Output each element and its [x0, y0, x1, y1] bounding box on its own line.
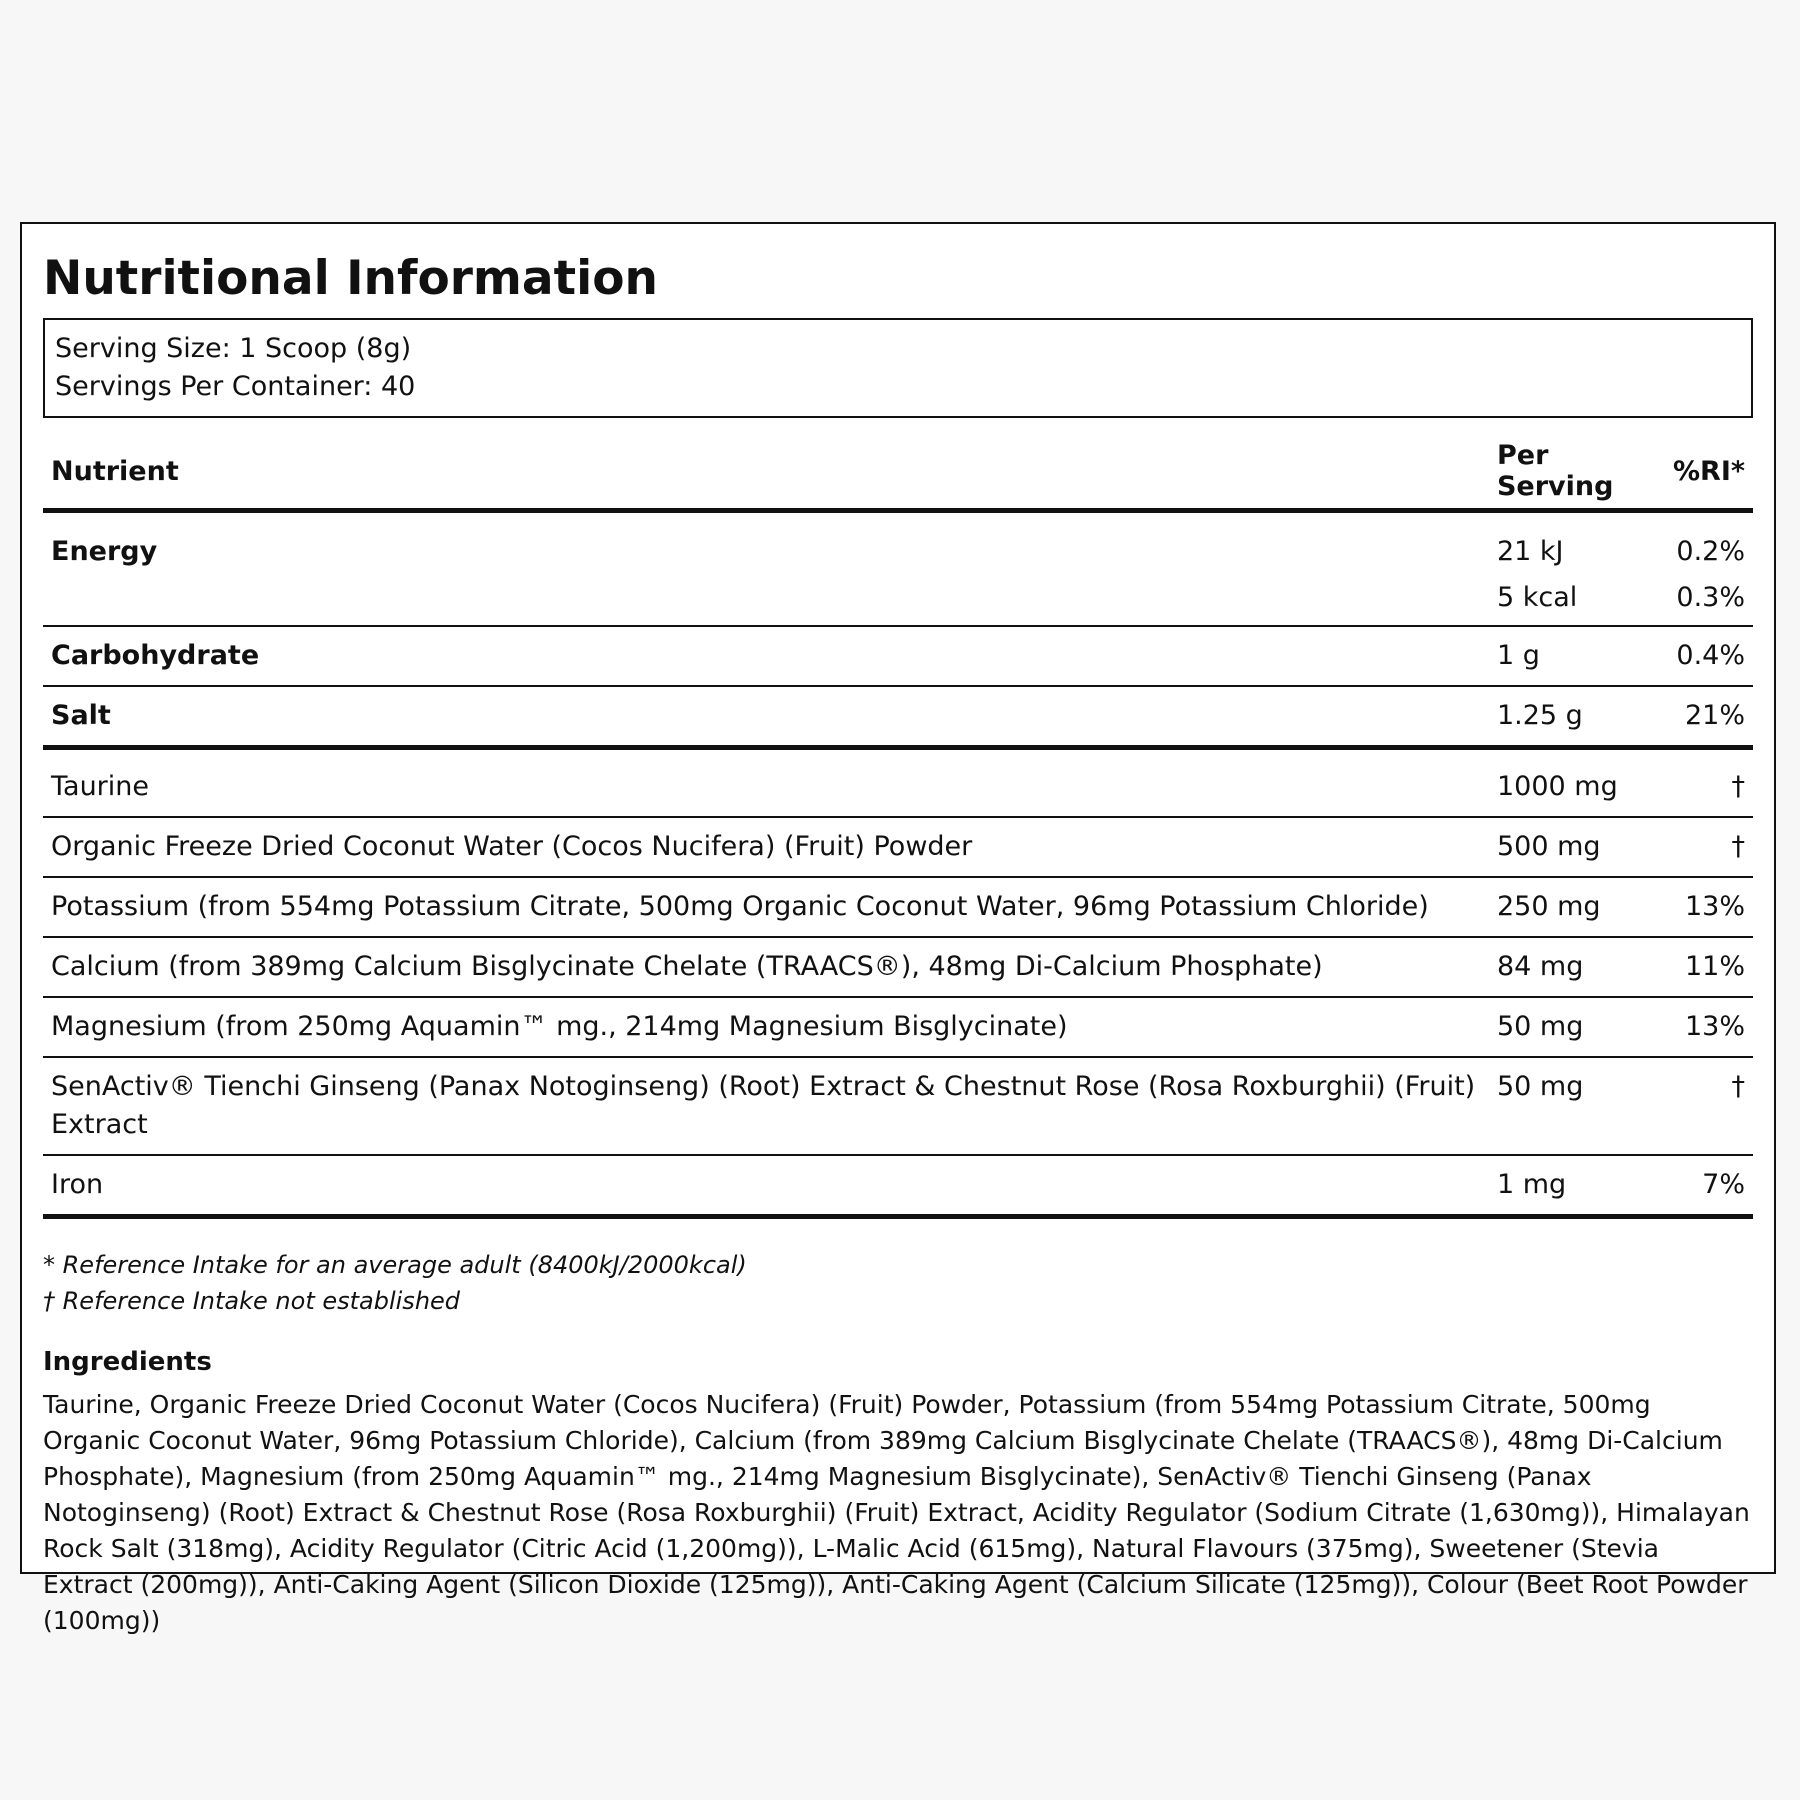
nutrient-ri: †: [1665, 748, 1753, 818]
nutrient-amount: 250 mg: [1489, 877, 1665, 937]
header-ri: %RI*: [1665, 440, 1753, 511]
footnote-reference-intake: * Reference Intake for an average adult (8400kJ/2000kcal): [43, 1251, 747, 1280]
servings-per-container: Servings Per Container: 40: [55, 371, 416, 403]
nutrient-name: Calcium (from 389mg Calcium Bisglycinate Chelate (TRAACS®), 48mg Di-Calcium Phosphate): [43, 937, 1489, 997]
nutrient-name: Potassium (from 554mg Potassium Citrate, 500mg Organic Coconut Water, 96mg Potassium Chloride): [43, 877, 1489, 937]
nutrient-amount: 21 kJ: [1496, 536, 1564, 568]
nutrient-amount: 5 kcal: [1489, 575, 1665, 626]
nutrient-amount: 1.25 g: [1489, 686, 1665, 748]
nutrient-name: Energy: [51, 536, 158, 568]
nutrient-name: Salt: [43, 686, 1489, 748]
table-row: [43, 997, 1753, 1057]
nutrient-ri: 21%: [1665, 686, 1753, 748]
table-row: [43, 817, 1753, 877]
header-nutrient: Nutrient: [43, 440, 1489, 511]
nutrition-panel: [20, 222, 1776, 1636]
nutrient-amount: 50 mg: [1489, 1057, 1665, 1155]
table-row: [43, 511, 1753, 576]
panel-title: Nutritional Information: [43, 251, 658, 306]
nutrient-name: Taurine: [43, 748, 1489, 818]
table-row: [43, 686, 1753, 748]
table-row: [43, 575, 1753, 626]
table-header-row: [43, 440, 1753, 511]
table-row: [43, 937, 1753, 997]
nutrient-ri: †: [1665, 1057, 1753, 1155]
nutrient-amount: 500 mg: [1489, 817, 1665, 877]
nutrient-amount: 50 mg: [1489, 997, 1665, 1057]
nutrient-name: SenActiv® Tienchi Ginseng (Panax Notoginseng) (Root) Extract & Chestnut Rose (Rosa Roxburghii) (Fruit) Extract: [43, 1057, 1489, 1155]
nutrient-ri: 7%: [1665, 1155, 1753, 1217]
nutrient-amount: 1 g: [1489, 626, 1665, 686]
nutrient-name: Magnesium (from 250mg Aquamin™ mg., 214mg Magnesium Bisglycinate): [43, 997, 1489, 1057]
nutrient-ri: †: [1665, 817, 1753, 877]
nutrient-name: Carbohydrate: [43, 626, 1489, 686]
footnotes: [43, 1247, 1753, 1319]
serving-size: Serving Size: 1 Scoop (8g): [55, 333, 412, 365]
nutrient-ri: 0.4%: [1665, 626, 1753, 686]
table-row: [43, 877, 1753, 937]
ingredients-text: Taurine, Organic Freeze Dried Coconut Water (Cocos Nucifera) (Fruit) Powder, Potassium (from 554mg Potassium Citrate, 500mg Organic Coconut Water, 96mg Potassium Chloride), Calcium (from 389mg Calcium Bisglycinate Chelate (TRAACS®), 48mg Di-Calcium Phosphate), Magnesium (from 250mg Aquamin™ mg., 214mg Magnesium Bisglycinate), SenActiv® Tienchi Ginseng (Panax Notoginseng) (Root) Extract & Chestnut Rose (Rosa Roxburghii) (Fruit) Extract, Acidity Regulator (Sodium Citrate (1,630mg)), Himalayan Rock Salt (318mg), Acidity Regulator (Citric Acid (1,200mg)), L-Malic Acid (615mg), Natural Flavours (375mg), Sweetener (Stevia Extract (200mg)), Anti-Caking Agent (Silicon Dioxide (125mg)), Anti-Caking Agent (Calcium Silicate (125mg)), Colour (Beet Root Powder (100mg)): [43, 1390, 1750, 1636]
nutrient-ri: 0.3%: [1665, 575, 1753, 626]
serving-info-box: [43, 318, 1753, 418]
table-row: [43, 1057, 1753, 1155]
nutrient-name: Organic Freeze Dried Coconut Water (Cocos Nucifera) (Fruit) Powder: [43, 817, 1489, 877]
nutrient-ri: 11%: [1665, 937, 1753, 997]
nutrient-name: [43, 575, 1489, 626]
nutrient-amount: 1 mg: [1489, 1155, 1665, 1217]
nutrient-ri: 13%: [1665, 877, 1753, 937]
nutrient-name: Iron: [43, 1155, 1489, 1217]
footnote-not-established: † Reference Intake not established: [43, 1287, 461, 1316]
nutrient-amount: 84 mg: [1489, 937, 1665, 997]
table-row: [43, 626, 1753, 686]
table-row: [43, 748, 1753, 818]
nutrient-ri: 13%: [1665, 997, 1753, 1057]
table-row: [43, 1155, 1753, 1217]
header-per-serving: Per Serving: [1489, 440, 1665, 511]
nutrient-ri: 0.2%: [1676, 536, 1745, 568]
nutrition-table: [43, 440, 1753, 1219]
ingredients-heading: Ingredients: [43, 1347, 212, 1378]
nutrient-amount: 1000 mg: [1489, 748, 1665, 818]
